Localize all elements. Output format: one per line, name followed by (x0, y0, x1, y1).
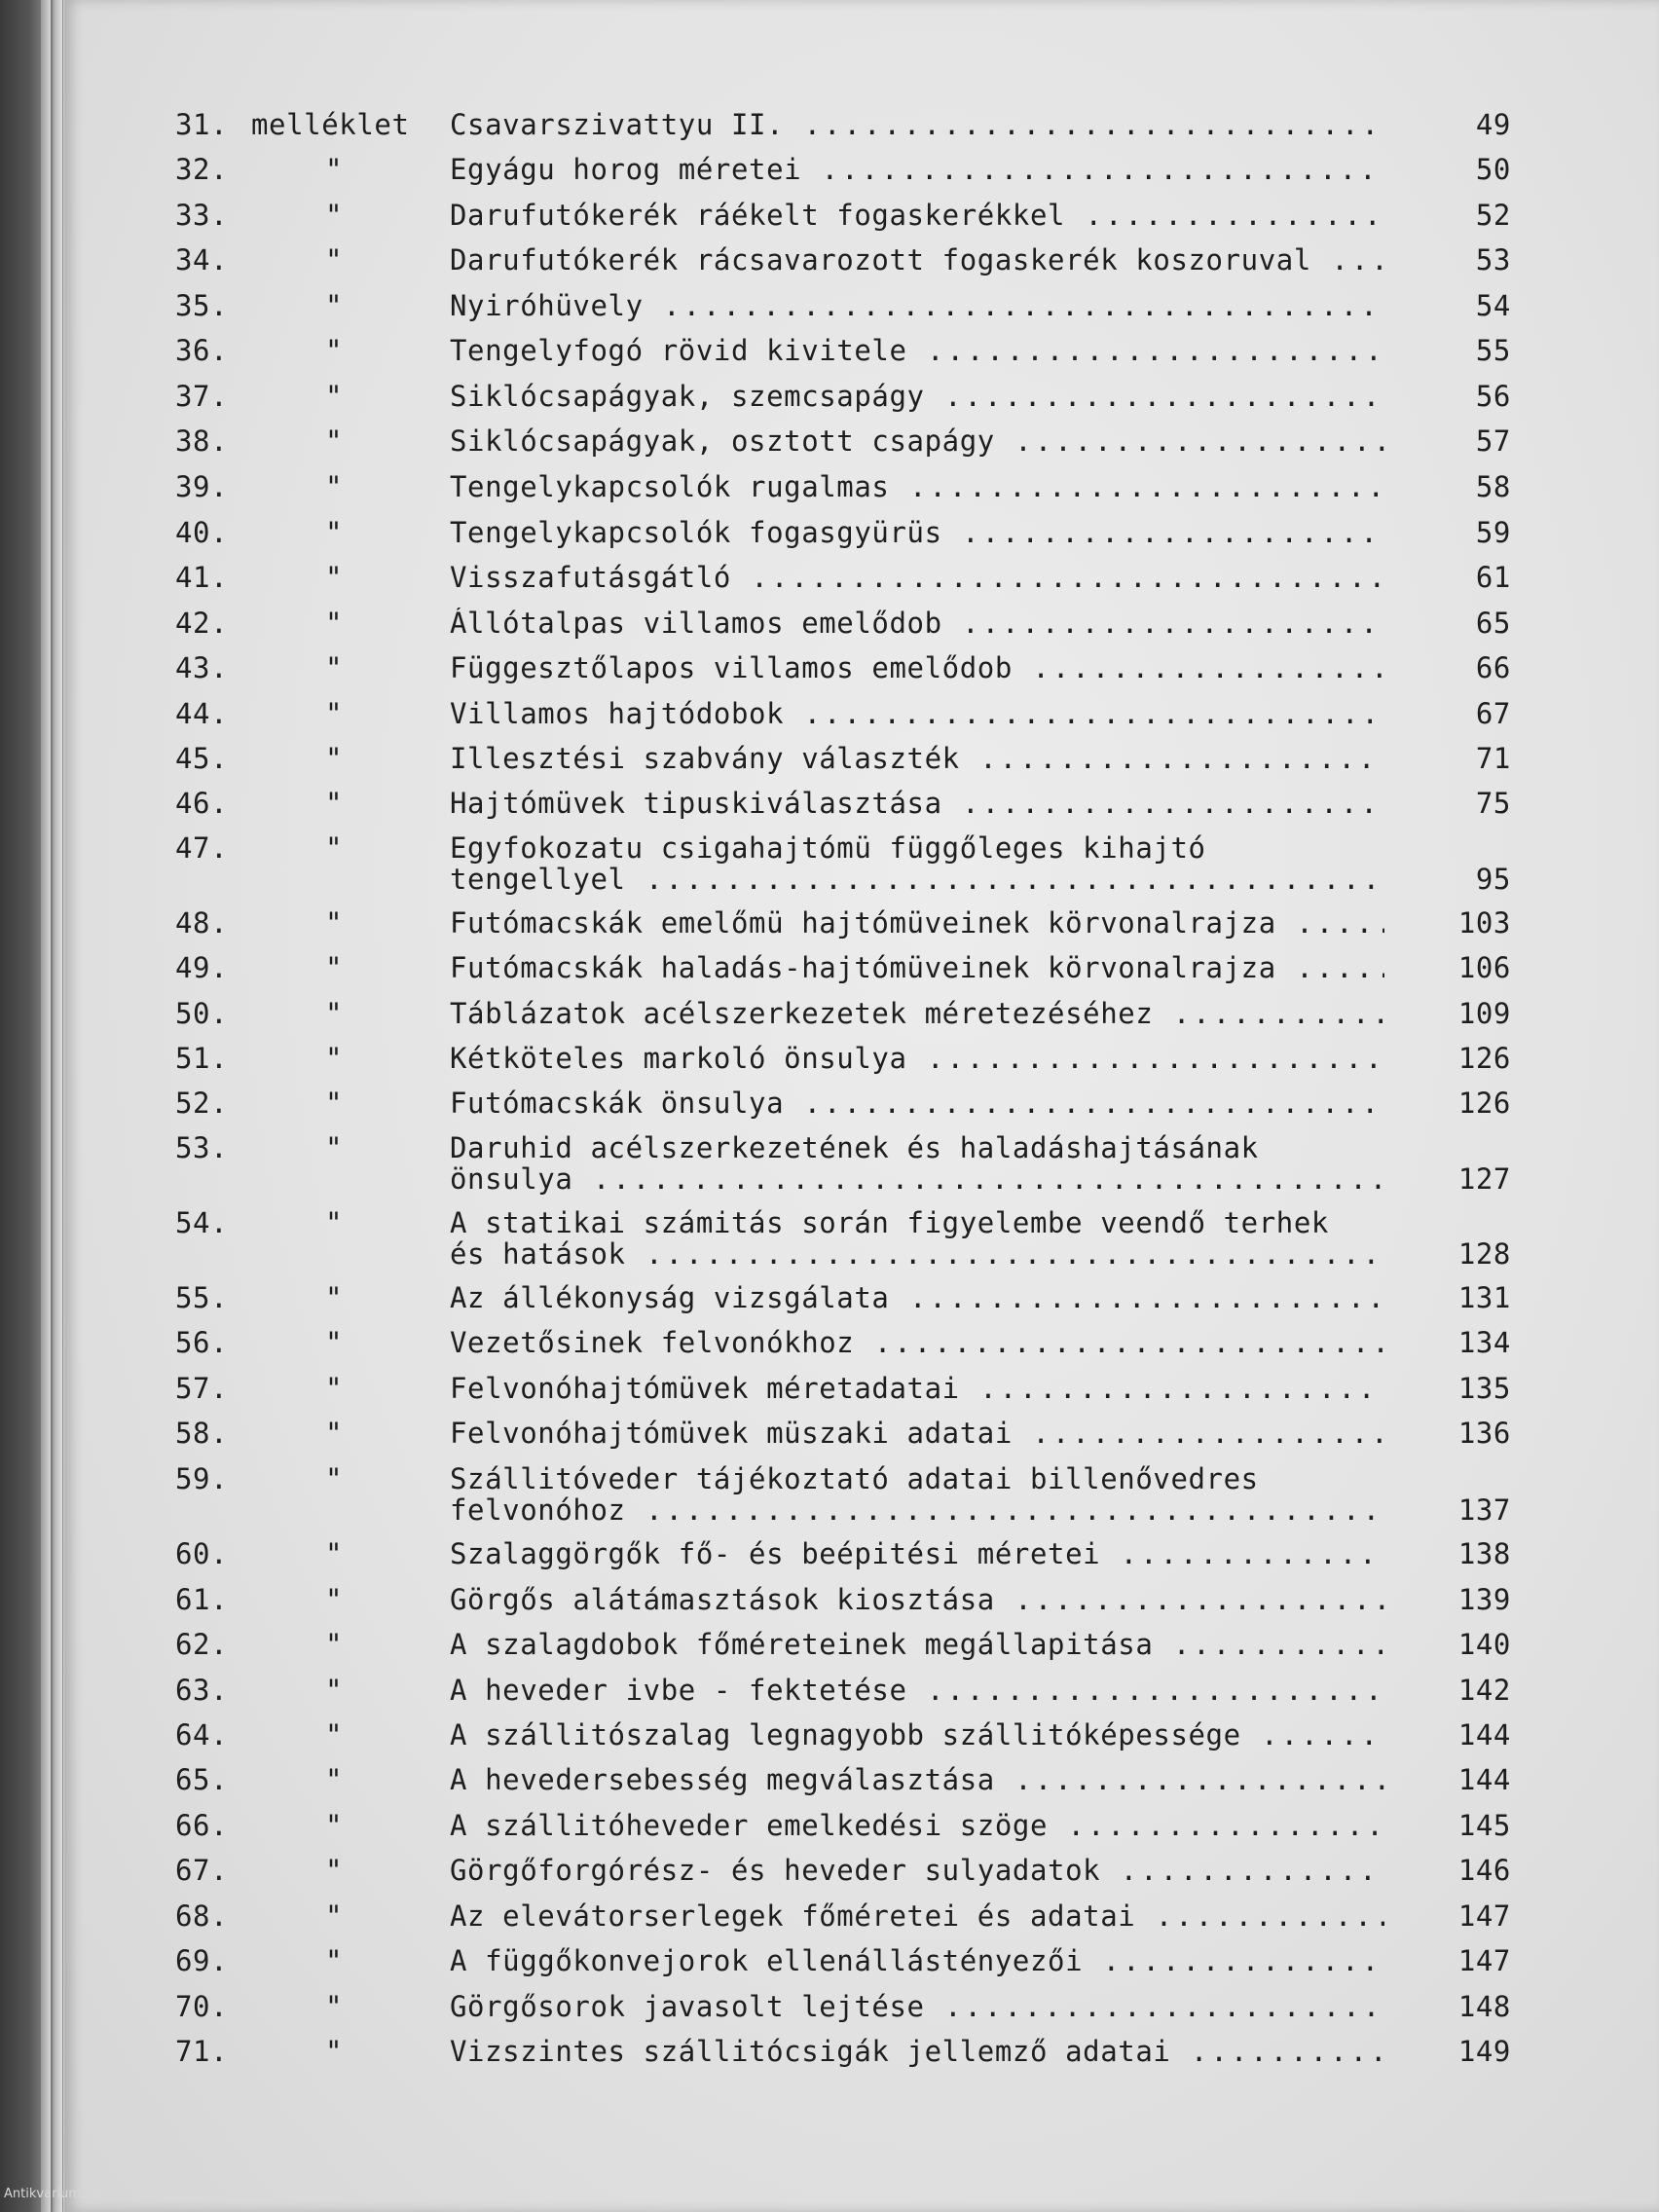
entry-page-number: 54 (1475, 289, 1511, 322)
ditto-mark: " (325, 742, 344, 775)
entry-title (450, 335, 1384, 366)
entry-title-line: Szállitóveder tájékoztató adatai billenővedres (450, 1463, 1259, 1494)
entry-title (450, 1088, 1384, 1119)
entry-number: 43. (175, 651, 229, 684)
ditto-mark: " (325, 831, 344, 865)
entry-number: 68. (175, 1899, 229, 1933)
entry-title (450, 381, 1384, 412)
ditto-mark: " (325, 1281, 344, 1314)
entry-title-line: Vezetősinek felvonókhoz ..... (450, 1327, 1384, 1358)
ditto-mark: " (325, 697, 344, 730)
entry-title (450, 698, 1384, 729)
ditto-mark: " (325, 1417, 344, 1450)
entry-page-number: 66 (1475, 651, 1511, 684)
entry-title (450, 1900, 1384, 1932)
ditto-mark: " (325, 1131, 344, 1164)
entry-title-line: A heveder ivbe - fektetése ..... (450, 1675, 1384, 1706)
entry-page-number: 50 (1475, 153, 1511, 186)
entry-title (450, 998, 1384, 1029)
entry-number: 39. (175, 470, 229, 503)
entry-number: 66. (175, 1809, 229, 1842)
entry-number: 51. (175, 1042, 229, 1075)
ditto-mark: " (325, 1718, 344, 1751)
ditto-mark: " (325, 1042, 344, 1075)
entry-title (450, 290, 1384, 321)
entry-number: 59. (175, 1462, 229, 1495)
entry-number: 46. (175, 787, 229, 820)
entry-title-line: Állótalpas villamos emelődob ..... (450, 608, 1384, 639)
entry-number: 35. (175, 289, 229, 322)
entry-page-number: 67 (1475, 697, 1511, 730)
entry-number: 45. (175, 742, 229, 775)
entry-page-number: 49 (1475, 108, 1511, 141)
ditto-mark: " (325, 1899, 344, 1933)
entry-title-line: A szállitóheveder emelkedési szöge ..... (450, 1810, 1384, 1841)
entry-title (450, 1675, 1384, 1706)
entry-title (450, 608, 1384, 639)
entry-title-line: Siklócsapágyak, szemcsapágy ..... (450, 381, 1384, 412)
entry-page-number: 127 (1457, 1162, 1511, 1196)
entry-title (450, 471, 1384, 502)
entry-title (450, 1207, 1384, 1270)
entry-page-number: 144 (1457, 1763, 1511, 1796)
entry-page-number: 135 (1457, 1372, 1511, 1405)
entry-title-line: Futómacskák emelőmü hajtómüveinek körvonalrajza ..... (450, 907, 1384, 939)
entry-number: 42. (175, 607, 229, 640)
entry-page-number: 75 (1475, 787, 1511, 820)
entry-number: 33. (175, 199, 229, 232)
ditto-mark: " (325, 1583, 344, 1616)
entry-page-number: 55 (1475, 334, 1511, 367)
entry-title-line: Tengelykapcsolók fogasgyürüs ..... (450, 517, 1384, 548)
entry-title-line: Egyágu horog méretei ..... (450, 154, 1384, 185)
entry-title-line: Felvonóhajtómüvek müszaki adatai ..... (450, 1418, 1384, 1449)
ditto-mark: " (325, 380, 344, 413)
ditto-mark: " (325, 787, 344, 820)
entry-title (450, 1991, 1384, 2022)
entry-page-number: 95 (1475, 863, 1511, 896)
entry-title (450, 1764, 1384, 1795)
entry-title-line: és hatások ..... (450, 1238, 1384, 1270)
entry-title-line: Felvonóhajtómüvek méretadatai ..... (450, 1373, 1384, 1404)
ditto-mark: " (325, 997, 344, 1030)
entry-title-line: Az elevátorserlegek főméretei és adatai ..... (450, 1900, 1384, 1932)
entry-title-line: Tengelyfogó rövid kivitele ..... (450, 335, 1384, 366)
ditto-mark: " (325, 1990, 344, 2023)
entry-title (450, 1327, 1384, 1358)
entry-title-line: felvonóhoz ..... (450, 1494, 1384, 1526)
entry-title-line: Villamos hajtódobok ..... (450, 698, 1384, 729)
entry-number: 56. (175, 1326, 229, 1359)
ditto-mark: " (325, 516, 344, 549)
entry-title-line: Az állékonyság vizsgálata ..... (450, 1282, 1384, 1313)
entry-title (450, 1810, 1384, 1841)
entry-title-line: A szalagdobok főméreteinek megállapitása ..... (450, 1629, 1384, 1660)
ditto-mark: " (325, 424, 344, 458)
ditto-mark: " (325, 289, 344, 322)
entry-page-number: 134 (1457, 1326, 1511, 1359)
entry-title-line: A szállitószalag legnagyobb szállitóképessége ..... (450, 1719, 1384, 1751)
entry-number: 70. (175, 1990, 229, 2023)
entry-title (450, 1282, 1384, 1313)
entry-number: 53. (175, 1131, 229, 1164)
entry-page-number: 103 (1457, 906, 1511, 940)
entry-number: 40. (175, 516, 229, 549)
ditto-mark: " (325, 334, 344, 367)
entry-page-number: 149 (1457, 2035, 1511, 2068)
entry-title (450, 832, 1384, 895)
ditto-mark: " (325, 607, 344, 640)
entry-title-line: Darufutókerék rácsavarozott fogaskerék koszoruval ..... (450, 244, 1384, 276)
entry-number: 49. (175, 951, 229, 984)
entry-number: 44. (175, 697, 229, 730)
entry-title (450, 2036, 1384, 2067)
entry-page-number: 136 (1457, 1417, 1511, 1450)
ditto-mark: " (325, 199, 344, 232)
ditto-mark: " (325, 561, 344, 594)
entry-number: 52. (175, 1087, 229, 1120)
entry-number: 41. (175, 561, 229, 594)
entry-page-number: 148 (1457, 1990, 1511, 2023)
ditto-mark: " (325, 1326, 344, 1359)
entry-title (450, 200, 1384, 231)
entry-title-line: Tengelykapcsolók rugalmas ..... (450, 471, 1384, 502)
entry-page-number: 106 (1457, 951, 1511, 984)
ditto-mark: " (325, 1763, 344, 1796)
entry-page-number: 53 (1475, 243, 1511, 276)
entry-title-line: Futómacskák önsulya ..... (450, 1088, 1384, 1119)
entry-number: 34. (175, 243, 229, 276)
entry-number: 69. (175, 1944, 229, 1977)
ditto-mark: " (325, 1854, 344, 1887)
entry-title (450, 1373, 1384, 1404)
ditto-mark: " (325, 153, 344, 186)
entry-title (450, 517, 1384, 548)
entry-title (450, 907, 1384, 939)
entry-number: 62. (175, 1628, 229, 1661)
entry-page-number: 61 (1475, 561, 1511, 594)
entry-number: 47. (175, 831, 229, 865)
entry-page-number: 52 (1475, 199, 1511, 232)
entry-page-number: 146 (1457, 1854, 1511, 1887)
ditto-mark: " (325, 1206, 344, 1239)
entry-number: 57. (175, 1372, 229, 1405)
entry-number: 63. (175, 1674, 229, 1707)
entry-number: 50. (175, 997, 229, 1030)
ditto-mark: " (325, 1944, 344, 1977)
entry-title-line: Visszafutásgátló ..... (450, 562, 1384, 593)
ditto-mark: " (325, 2035, 344, 2068)
entry-title-line: Szalaggörgők fő- és beépitési méretei ..... (450, 1538, 1384, 1569)
ditto-mark: " (325, 470, 344, 503)
entry-page-number: 147 (1457, 1944, 1511, 1977)
entry-title (450, 1945, 1384, 1976)
entry-page-number: 59 (1475, 516, 1511, 549)
entry-number: 54. (175, 1206, 229, 1239)
entry-number: 31. (175, 108, 229, 141)
entry-title-line: Függesztőlapos villamos emelődob ..... (450, 652, 1384, 683)
ditto-mark: " (325, 1537, 344, 1570)
entry-title-line: tengellyel ..... (450, 864, 1384, 895)
ditto-mark: " (325, 243, 344, 276)
watermark: Antikvarium.hu (4, 2187, 101, 2201)
entry-title-line: önsulya ..... (450, 1163, 1384, 1195)
entry-title (450, 1538, 1384, 1569)
entry-number: 48. (175, 906, 229, 940)
entry-page-number: 128 (1457, 1237, 1511, 1271)
entry-title (450, 1719, 1384, 1751)
entry-title-line: Egyfokozatu csigahajtómü függőleges kihajtó (450, 832, 1206, 864)
entry-number: 61. (175, 1583, 229, 1616)
entry-number: 36. (175, 334, 229, 367)
entry-title (450, 244, 1384, 276)
ditto-mark: " (325, 1462, 344, 1495)
entry-number: 38. (175, 424, 229, 458)
entry-page-number: 126 (1457, 1087, 1511, 1120)
entry-title (450, 1463, 1384, 1526)
entry-page-number: 58 (1475, 470, 1511, 503)
entry-title-line: Hajtómüvek tipuskiválasztása ..... (450, 788, 1384, 819)
entry-title-line: Daruhid acélszerkezetének és haladáshajtásának (450, 1132, 1259, 1163)
entry-title-line: Görgőforgórész- és heveder sulyadatok ..... (450, 1855, 1384, 1886)
entry-page-number: 126 (1457, 1042, 1511, 1075)
entry-title-line: Csavarszivattyu II. ..... (450, 109, 1384, 140)
entry-page-number: 57 (1475, 424, 1511, 458)
ditto-mark: " (325, 651, 344, 684)
entry-page-number: 65 (1475, 607, 1511, 640)
entry-page-number: 138 (1457, 1537, 1511, 1570)
ditto-mark: " (325, 1087, 344, 1120)
entry-number: 58. (175, 1417, 229, 1450)
entry-title (450, 1584, 1384, 1615)
entry-page-number: 137 (1457, 1493, 1511, 1527)
entry-title (450, 788, 1384, 819)
entry-page-number: 71 (1475, 742, 1511, 775)
ditto-mark: " (325, 1628, 344, 1661)
entry-page-number: 140 (1457, 1628, 1511, 1661)
entry-page-number: 139 (1457, 1583, 1511, 1616)
entry-title (450, 562, 1384, 593)
entry-title (450, 952, 1384, 983)
entry-title (450, 1043, 1384, 1074)
entry-page-number: 145 (1457, 1809, 1511, 1842)
entry-page-number: 142 (1457, 1674, 1511, 1707)
entry-title-line: A hevedersebesség megválasztása ..... (450, 1764, 1384, 1795)
entry-number: 67. (175, 1854, 229, 1887)
entry-title-line: Táblázatok acélszerkezetek méretezéséhez ..... (450, 998, 1384, 1029)
entry-number: 65. (175, 1763, 229, 1796)
entry-page-number: 144 (1457, 1718, 1511, 1751)
ditto-mark: " (325, 1809, 344, 1842)
entry-title-line: Futómacskák haladás-hajtómüveinek körvonalrajza ..... (450, 952, 1384, 983)
appendix-label: melléklet (251, 108, 410, 141)
entry-title-line: Siklócsapágyak, osztott csapágy ..... (450, 425, 1384, 457)
entry-page-number: 131 (1457, 1281, 1511, 1314)
entry-title (450, 1629, 1384, 1660)
entry-number: 71. (175, 2035, 229, 2068)
ditto-mark: " (325, 1674, 344, 1707)
entry-title (450, 652, 1384, 683)
entry-title-line: A függőkonvejorok ellenállástényezői ..... (450, 1945, 1384, 1976)
entry-number: 32. (175, 153, 229, 186)
entry-title-line: Darufutókerék ráékelt fogaskerékkel ..... (450, 200, 1384, 231)
entry-page-number: 109 (1457, 997, 1511, 1030)
entry-title (450, 1132, 1384, 1195)
entry-number: 37. (175, 380, 229, 413)
entry-title (450, 743, 1384, 774)
entry-title-line: Vizszintes szállitócsigák jellemző adatai ..... (450, 2036, 1384, 2067)
ditto-mark: " (325, 951, 344, 984)
entry-page-number: 56 (1475, 380, 1511, 413)
entry-number: 60. (175, 1537, 229, 1570)
entry-page-number: 147 (1457, 1899, 1511, 1933)
entry-title-line: A statikai számitás során figyelembe veendő terhek (450, 1207, 1329, 1238)
entry-title (450, 154, 1384, 185)
ditto-mark: " (325, 1372, 344, 1405)
entry-title-line: Illesztési szabvány választék ..... (450, 743, 1384, 774)
entry-title (450, 425, 1384, 457)
entry-title (450, 1418, 1384, 1449)
entry-title-line: Görgősorok javasolt lejtése ..... (450, 1991, 1384, 2022)
entry-number: 64. (175, 1718, 229, 1751)
entry-title (450, 1855, 1384, 1886)
entry-title-line: Görgős alátámasztások kiosztása ..... (450, 1584, 1384, 1615)
ditto-mark: " (325, 906, 344, 940)
entry-title-line: Nyiróhüvely ..... (450, 290, 1384, 321)
entry-title (450, 109, 1384, 140)
entry-number: 55. (175, 1281, 229, 1314)
entry-title-line: Kétköteles markoló önsulya ..... (450, 1043, 1384, 1074)
